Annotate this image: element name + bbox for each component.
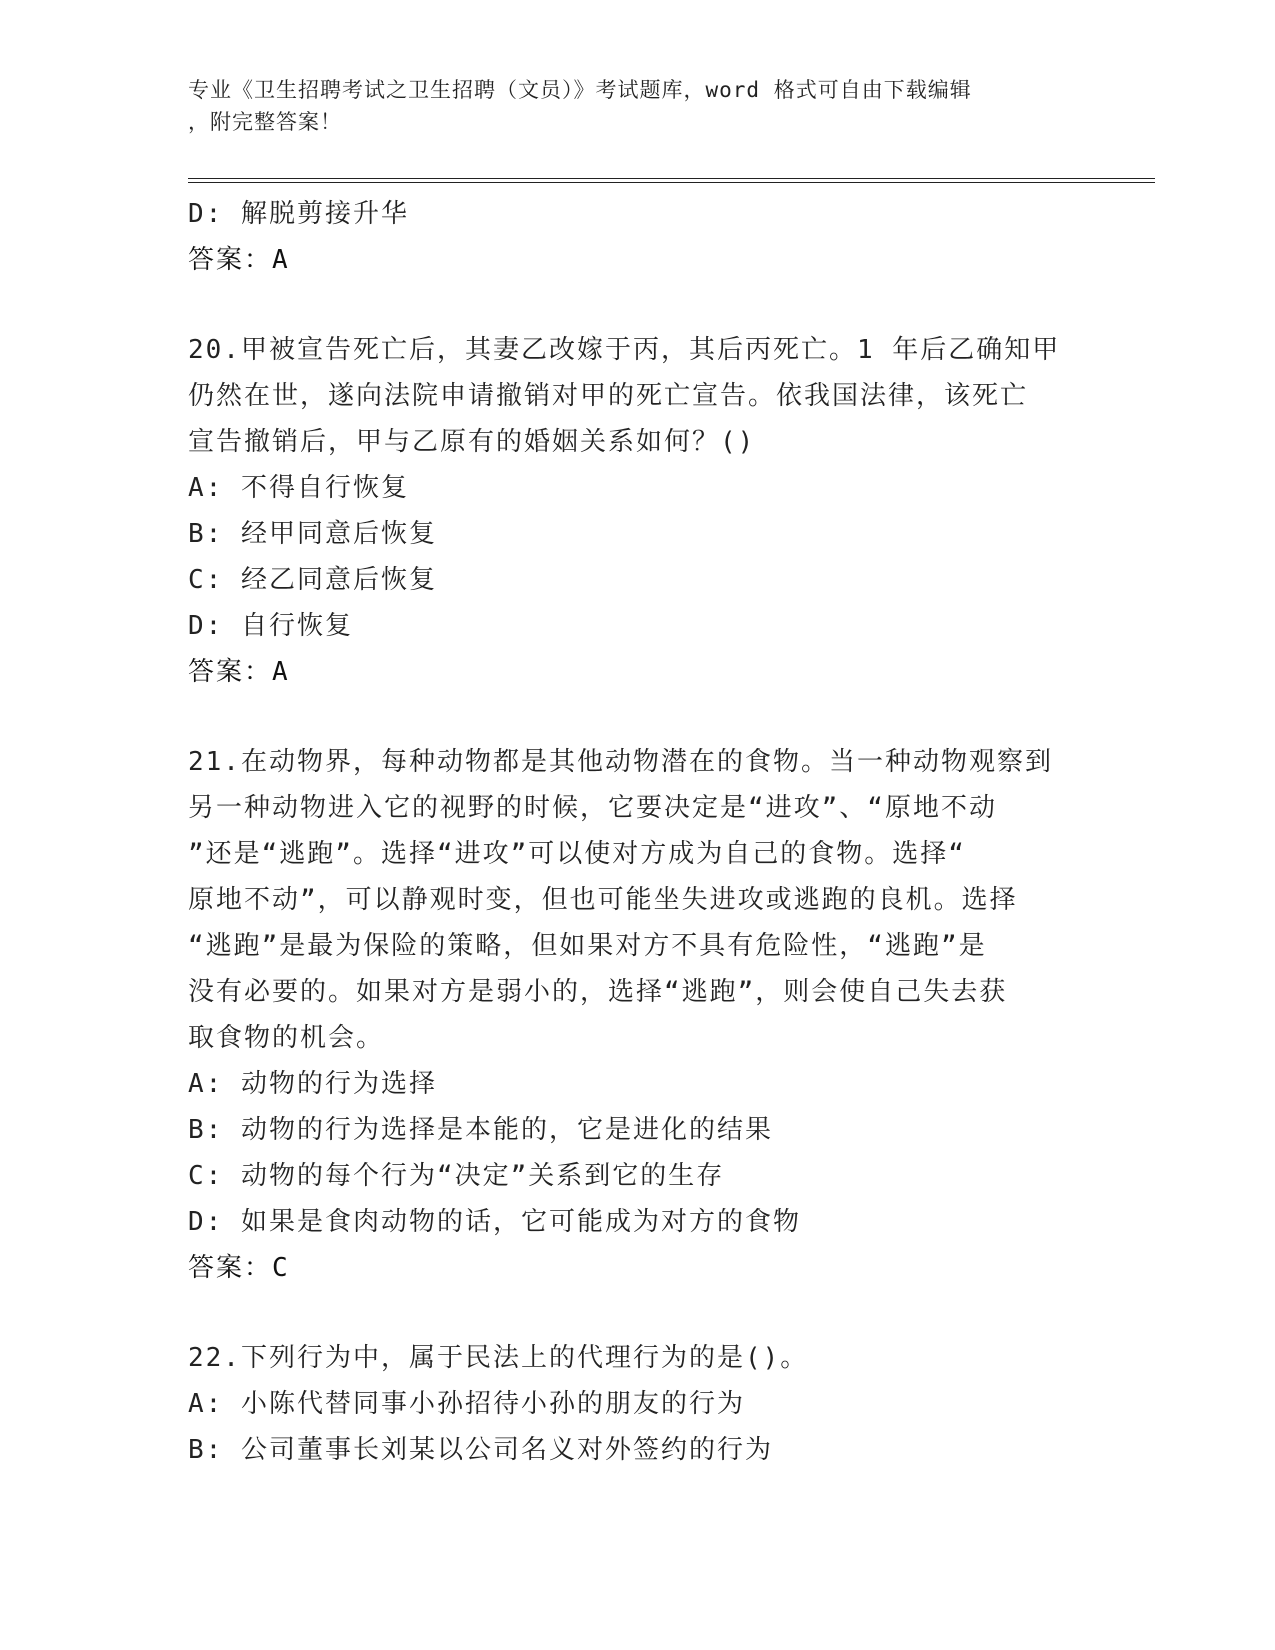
q21-answer: 答案：C (188, 1253, 290, 1283)
prev-question-answer: 答案：A (188, 245, 290, 275)
q20-option-d: D: 自行恢复 (188, 611, 353, 641)
q21-option-c: C: 动物的每个行为“决定”关系到它的生存 (188, 1161, 725, 1191)
q20-stem-line: 仍然在世，遂向法院申请撤销对甲的死亡宣告。依我国法律，该死亡 (188, 381, 1029, 411)
q21-stem-line: 另一种动物进入它的视野的时候，它要决定是“进攻”、“原地不动 (188, 793, 997, 823)
spacer (188, 283, 1088, 327)
q21-stem-line: 取食物的机会。 (188, 1023, 385, 1053)
document-header (188, 74, 1068, 138)
q22-option-b: B: 公司董事长刘某以公司名义对外签约的行为 (188, 1435, 773, 1465)
question-content (188, 191, 1088, 1473)
q21-option-a: A: 动物的行为选择 (188, 1069, 437, 1099)
question-20 (188, 327, 1088, 695)
q21-stem-line: 没有必要的。如果对方是弱小的，选择“逃跑”，则会使自己失去获 (188, 977, 1008, 1007)
question-21 (188, 739, 1088, 1291)
spacer (188, 1291, 1088, 1335)
q21-stem-line: ”还是“逃跑”。选择“进攻”可以使对方成为自己的食物。选择“ (188, 839, 966, 869)
prev-question-option-d: D: 解脱剪接升华 (188, 199, 409, 229)
q21-stem-line: 原地不动”，可以静观时变，但也可能坐失进攻或逃跑的良机。选择 (188, 885, 1018, 915)
q22-option-a: A: 小陈代替同事小孙招待小孙的朋友的行为 (188, 1389, 745, 1419)
q20-stem-line: 20.甲被宣告死亡后，其妻乙改嫁于丙，其后丙死亡。1 年后乙确知甲 (188, 335, 1061, 365)
q22-stem-line: 22.下列行为中，属于民法上的代理行为的是()。 (188, 1343, 809, 1373)
header-double-rule (188, 178, 1155, 183)
q20-option-a: A: 不得自行恢复 (188, 473, 409, 503)
header-line-1: 专业《卫生招聘考试之卫生招聘（文员）》考试题库，word 格式可自由下载编辑 (188, 78, 972, 102)
spacer (188, 695, 1088, 739)
q20-option-c: C: 经乙同意后恢复 (188, 565, 437, 595)
question-22 (188, 1335, 1088, 1473)
q21-stem-line: “逃跑”是最为保险的策略，但如果对方不具有危险性，“逃跑”是 (188, 931, 987, 961)
header-line-2: ，附完整答案！ (188, 110, 342, 134)
q20-option-b: B: 经甲同意后恢复 (188, 519, 437, 549)
q20-stem-line: 宣告撤销后，甲与乙原有的婚姻关系如何？() (188, 427, 756, 457)
q21-stem-line: 21.在动物界，每种动物都是其他动物潜在的食物。当一种动物观察到 (188, 747, 1053, 777)
q20-answer: 答案：A (188, 657, 290, 687)
q21-option-d: D: 如果是食肉动物的话，它可能成为对方的食物 (188, 1207, 801, 1237)
q21-option-b: B: 动物的行为选择是本能的，它是进化的结果 (188, 1115, 773, 1145)
